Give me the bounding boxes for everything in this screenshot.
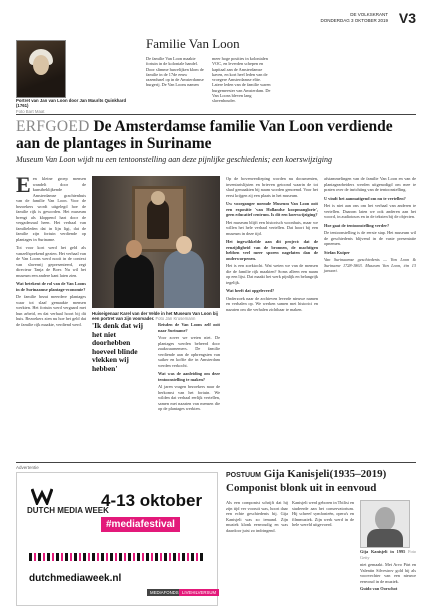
photo-portrait-head	[151, 191, 165, 205]
obituary-photo-credit: Foto Getty	[360, 549, 416, 560]
obituary-name: Gija Kanisjeli(1935–2019)	[263, 468, 387, 480]
ad-url[interactable]: dutchmediaweek.nl	[29, 573, 122, 584]
photo-person-right-head	[176, 236, 192, 254]
article-photo	[92, 176, 220, 308]
col1-subhead: Wat betekent de rol van de Van Loons in de Surinaamse plantage-economie?	[16, 281, 86, 292]
col3-text-c: Het is een zoektocht. Wat weten we van de mensen die de familie rijk maakten? Soms alleen een naam op een lijst. Dat maakt het werk pijnlijk en belangrijk tegelijk.	[226, 263, 318, 285]
photo-portrait-figure	[147, 199, 169, 239]
masthead-paper	[321, 12, 388, 24]
obituary-photo-caption: Gija Kanisjeli in 1995	[360, 549, 406, 554]
col3-text-d: Onderzoek naar de archieven leverde nieuwe namen en verhalen op. We werken samen met historici en nazaten om die verhalen zichtbaar te maken.	[226, 295, 318, 312]
article-kicker: ERFGOED	[16, 118, 90, 135]
article-lede: Museum Van Loon wijdt nu een tentoonstelling aan deze pijnlijke geschiedenis; een koerswijziging	[16, 155, 332, 164]
paper-name: DE VOLKSKRANT	[350, 12, 388, 17]
portrait-image	[16, 40, 66, 98]
family-text-col1: De familie Van Loon maakte fortuin in de koloniale handel. Door slimme huwelijken klom de familie in de 17de eeuw razendsnel op in de Amsterdamse burgerij. De Van Loons namen	[146, 56, 204, 88]
col2-subhead-2: Wat was de aanleiding om deze tentoonstelling te maken?	[158, 371, 220, 382]
col3-subhead-3: Wat heeft dat opgeleverd?	[226, 288, 275, 293]
photo-person-left-head	[126, 240, 142, 258]
obituary-col2	[292, 500, 354, 528]
obituary-photo-head	[375, 507, 395, 531]
portrait-caption-text: Portret van Jan van Loon door Jan Maurits Quinkhard (1761)	[16, 98, 127, 109]
obituary-col1-text: Als een componist schrijft dat hij zijn tijd ver vooruit was, hoort daar een echte geschiedenis bij. Gija Kanisjeli was zo iemand. Zijn muziek klonk eenvoudig en was daardoor juist zo indringend.	[226, 500, 288, 533]
obituary-author: Guido van Oorschot	[360, 586, 398, 591]
family-box	[16, 36, 416, 114]
col1-text-c: De familie bezat meerdere plantages waar tot slaaf gemaakte mensen werkten. Het fortuin werd vergaard met hun arbeid, en dat verhaal hoort bij dit huis. Bezoekers zien nu hoe het geld dat de familie rijk maakte, verdiend werd.	[16, 294, 86, 327]
col4-text-b: Het is niet aan ons om het verhaal van anderen te vertellen. Daarom laten we ook anderen aan het woord, in audiotours en in de teksten bij de objecten.	[324, 203, 416, 219]
obituary-col3-text: niet gemaakt. Met Arvo Pärt en Valentin Silvestrov gold hij als voorvechter van een nieuwe eenvoud in de muziek.	[360, 562, 416, 584]
col2-subhead: Reisden de Van Loons zelf ooit naar Suriname?	[158, 322, 220, 333]
obituary-col1	[226, 500, 288, 533]
ad-dates: 4-13 oktober	[101, 491, 203, 510]
col4-text-c: De tentoonstelling is de eerste stap. Het museum wil de geschiedenis blijvend in de vaste presentatie opnemen.	[324, 230, 416, 246]
family-text-col2: meer hoge posities in kolonialen VOC, en leverden schepen en kapitaal aan de Amsterdamse kaven, en kort heel leden van de vroegere Amsterdamse elite. Latere leden van de familie waren burgemeester van Amsterdam. De Van Loons bleven lang slavenhouder.	[212, 56, 271, 104]
pull-quote: 'Ik denk dat wij het niet doorhebben hoeveel blinde vlekken wij hebben'	[92, 321, 144, 373]
col3-subhead-2: Het ingewikkelde aan dit project: dat de eenzijdigheid van de bronnen, de machtigen hebben veel meer sporen nagelaten dan de onderworpenen.	[226, 239, 318, 261]
ad-partner-2: LIVEHILVERSUM	[179, 589, 219, 596]
photo-caption	[92, 311, 220, 322]
photo-credit: Foto Jan Krusemann	[155, 316, 196, 322]
ad-decorative-bar	[29, 553, 205, 561]
col2-text: Voor zover we weten niet. De plantages werden beheerd door zaakwaarnemers. De familie verdiende aan de opbrengsten van suiker en koffie die in Amsterdam werden verkocht.	[158, 335, 220, 368]
photo-person-right	[164, 250, 204, 308]
dropcap: E	[16, 172, 31, 197]
col4-subhead: U vindt het aanmatigend om nu te vertellen?	[324, 195, 406, 201]
col1-text: en kleine groep mensen wandelt door de kunstbeklijkende Amsterdamse grachtenhuis van de familie Van Loon. Voor de bezoekers wordt uitgelegd hoe de familie rijk is geworden. Het museum brengt als kloppend hart door de vergaderzaal heen. Het verhaal van familieleden dat in lijn ligt, dat de familie zijn fortuin verdiende op plantages in Suriname.	[16, 176, 86, 242]
bottom-divider	[16, 462, 416, 463]
family-title: Familie Van Loon	[146, 36, 240, 51]
advertisement-label: Advertentie	[16, 465, 39, 470]
obituary-photo	[360, 500, 410, 548]
photo-person-left	[114, 254, 154, 308]
col3-text: Op de bovenverdieping worden nu documenten, inventarislijsten en brieven getoond waarin de tot slaaf gemaakten bij naam worden genoemd. Voor het eerst krijgen zij een plaats in het museum.	[226, 176, 318, 198]
col4-subhead-2: Hoe gaat de tentoonstelling verder?	[324, 222, 390, 228]
obituary-kicker: POSTUUM	[226, 472, 261, 479]
obituary-col3	[360, 549, 416, 592]
article-col4	[324, 176, 416, 274]
paper-date: DONDERDAG 3 OKTOBER 2019	[320, 18, 388, 23]
col1-text-b: Tot voor kort werd het geld als vanzelfsprekend gezien. Het verhaal van de Van Loons werd nooit in de context van slavernij gepresenteerd, zegt directeur Tanja de Boer. Nu wil het museum een andere kant laten zien.	[16, 245, 86, 278]
col4-text: afstammelingen van de familie Van Loon en van de plantagearbeiders werden uitgenodigd om mee te praten over de inrichting van de tentoonstelling.	[324, 176, 416, 192]
masthead	[0, 6, 428, 36]
ad-hashtag: #mediafestival	[101, 517, 180, 532]
dutch-media-week-logo-icon	[31, 487, 53, 505]
portrait-caption	[16, 98, 136, 114]
article-headline	[16, 118, 416, 152]
article-headline-text: De Amsterdamse familie Van Loon verdiende aan de plantages in Suriname	[16, 118, 393, 152]
col2-text-b: Al jaren vragen bezoekers naar de herkomst van het fortuin. We wilden dat verhaal eerlijk vertellen, samen met nazaten van mensen die op de plantages werkten.	[158, 384, 220, 411]
col3-text-b: Het museum blijft een historisch woonhuis, maar we willen het hele verhaal vertellen. Dat hoort bij een museum in deze tijd.	[226, 219, 318, 236]
obituary-col2-text: Kanisjeli werd geboren in Tbilisi en studeerde aan het conservatorium. Hij schreef symfonieën, opera's en filmmuziek. Zijn werk werd in de hele wereld uitgevoerd.	[292, 500, 354, 527]
section-label: V3	[398, 10, 416, 26]
ad-logo-text: DUTCH MEDIA WEEK	[27, 506, 109, 515]
article-col2	[158, 322, 220, 412]
section-divider	[16, 114, 416, 115]
article-col3	[226, 176, 318, 312]
obituary-photo-body	[367, 529, 403, 547]
obituary-header	[226, 468, 416, 494]
article-footer: Van Surinaamse geschiedenis — Van Loon & Suriname 1728-1863. Museum Van Loon, t/m 13 januari.	[324, 257, 416, 273]
ad-partner-1: MEDIAFONDS	[147, 589, 182, 596]
photo-caption-text: Huiseigenaar Karel van der Velde in het Museum Van Loon bij een portret van zijn voorvader.	[92, 311, 218, 322]
portrait-face	[33, 55, 49, 75]
obituary-subtitle: Componist blonk uit in eenvoud	[226, 482, 377, 494]
obituary-title	[226, 468, 416, 482]
article-col1	[16, 172, 86, 327]
advertisement[interactable]	[16, 472, 218, 606]
portrait-credit: Foto Bart Maat	[16, 108, 45, 114]
col3-subhead: Uw voorganger noemde Museum Van Loon ooit een expositie 'van Hollandse koopmanglorie', geen educatief centrum. Is dit een koerswijziging?	[226, 201, 318, 217]
article-author: Stefan Kuiper	[324, 249, 350, 255]
